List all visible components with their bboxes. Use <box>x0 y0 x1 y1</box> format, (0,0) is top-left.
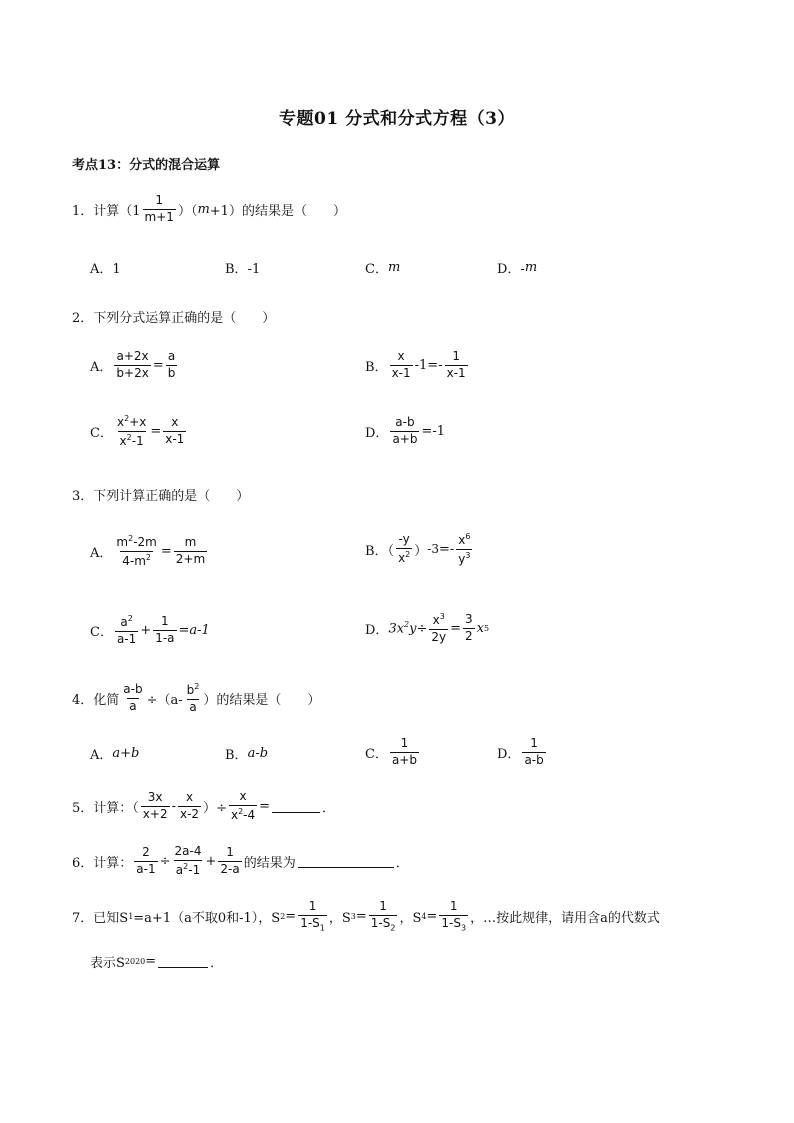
question-7-line-2: 表示S 2020 = ． <box>90 954 224 971</box>
q4-option-c[interactable]: C． $\frac{1}{a+b}$ <box>365 736 417 767</box>
q2-option-b[interactable]: B． $\frac{x}{x-1}$ -1=- $\frac{1}{x-1}$ <box>365 349 466 380</box>
fraction: $\frac{1}{m+1}$ <box>144 193 174 224</box>
q4-option-d[interactable]: D． $\frac{1}{a-b}$ <box>497 736 544 767</box>
q4-option-a[interactable]: A． a+b <box>90 746 140 763</box>
q3-option-a[interactable]: A． $\frac{m^2-2m}{4-m^2}$ = $\frac{m}{2+m}$ <box>90 534 206 568</box>
q3-option-c[interactable]: C． $\frac{a^2}{a-1}$ + $\frac{1}{1-a}$ =a-1 <box>90 614 210 646</box>
answer-blank[interactable] <box>272 800 320 813</box>
q3-option-b[interactable]: B．（ $\frac{-y}{x^2}$ ） -3 =- $\frac{x^6}{y^3}$ <box>365 532 471 566</box>
answer-blank[interactable] <box>298 855 394 868</box>
question-2: 2．下列分式运算正确的是（ ） <box>72 311 276 326</box>
q2-option-c[interactable]: C． $\frac{x^2+x}{x^2-1}$ = $\frac{x}{x-1}$ <box>90 414 185 448</box>
q1-option-c[interactable]: C． m <box>365 260 401 277</box>
q3-option-d[interactable]: D． $3x^2y\div$ $\frac{x^3}{2y}$ = $\frac{3}{2}$ x 5 <box>365 612 490 644</box>
q1-option-a[interactable]: A．1 <box>90 262 121 277</box>
question-3: 3．下列计算正确的是（ ） <box>72 489 250 504</box>
section-heading: 考点13：分式的混合运算 <box>72 158 221 173</box>
page-title: 专题01 分式和分式方程（3） <box>279 109 515 129</box>
question-4: 4．化简 $\frac{a-b}{a}$ ÷（a- $\frac{b^2}{a}$ ）的结果是（ ） <box>72 682 321 714</box>
question-5: 5．计算：（ $\frac{3x}{x+2}$ - $\frac{x}{x-2}$ ）÷ $\frac{x}{x^2-4}$ = ． <box>72 789 336 822</box>
q2-option-a[interactable]: A． $\frac{a+2x}{b+2x}$ = $\frac{a}{b}$ <box>90 349 176 380</box>
question-7: 7．已知S 1 =a+1（a不取0和-1），S 2 = $\frac{1}{1-S_1}$ ，S 3 = $\frac{1}{1-S_2}$ ，S 4 = $\frac{1}{1-S_3}$ ，…按此规律，请用含a的代数式 <box>72 899 660 933</box>
q4-option-b[interactable]: B． a-b <box>225 746 269 763</box>
question-6: 6．计算： $\frac{2}{a-1}$ ÷ $\frac{2a-4}{a^2-1}$ + $\frac{1}{2-a}$ 的结果为 ． <box>72 844 409 877</box>
q1-option-d[interactable]: D．- m <box>497 260 538 277</box>
q2-option-d[interactable]: D． $\frac{a-b}{a+b}$ =-1 <box>365 415 446 446</box>
answer-blank[interactable] <box>158 955 208 968</box>
q1-option-b[interactable]: B．-1 <box>225 262 261 277</box>
question-1: 1．计算（1 $\frac{1}{m+1}$ ）（ m +1）的结果是（ ） <box>72 193 346 224</box>
